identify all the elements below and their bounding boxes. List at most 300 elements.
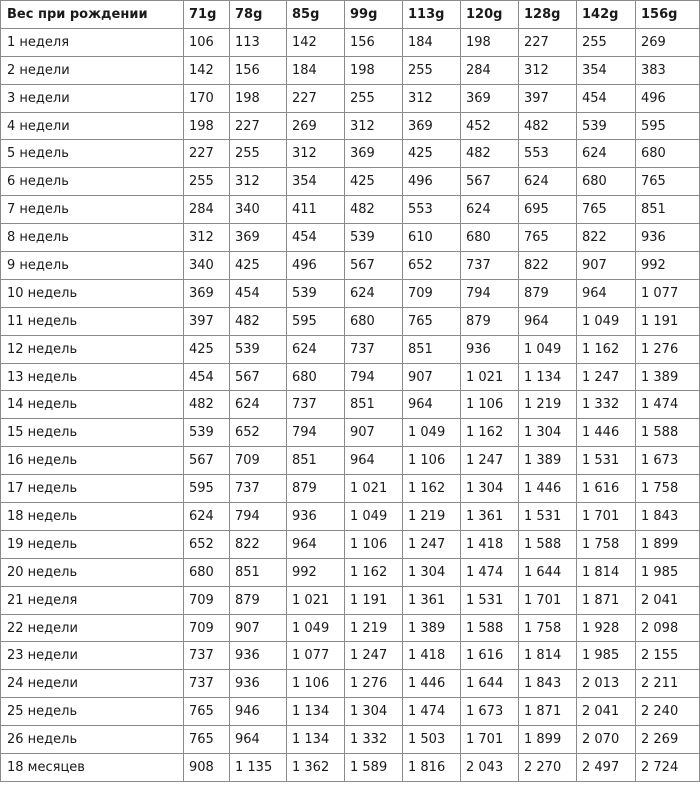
weight-cell: 1 049 <box>287 614 345 642</box>
column-header: 71g <box>184 1 230 29</box>
weight-cell: 1 332 <box>345 726 403 754</box>
weight-cell: 1 871 <box>519 698 577 726</box>
weight-cell: 1 049 <box>345 503 403 531</box>
table-row <box>1 140 700 168</box>
weight-cell: 482 <box>461 140 519 168</box>
weight-cell: 765 <box>403 307 461 335</box>
weight-cell: 1 106 <box>345 530 403 558</box>
weight-cell: 539 <box>230 335 287 363</box>
table-header <box>1 1 700 29</box>
age-label: 24 недели <box>1 670 184 698</box>
weight-cell: 907 <box>345 419 403 447</box>
age-label: 26 недель <box>1 726 184 754</box>
weight-cell: 992 <box>636 252 700 280</box>
table-row <box>1 698 700 726</box>
table-row <box>1 279 700 307</box>
weight-cell: 454 <box>287 224 345 252</box>
weight-cell: 312 <box>345 112 403 140</box>
weight-cell: 454 <box>230 279 287 307</box>
age-label: 7 недель <box>1 196 184 224</box>
weight-cell: 964 <box>230 726 287 754</box>
weight-cell: 553 <box>519 140 577 168</box>
weight-cell: 737 <box>287 391 345 419</box>
weight-cell: 765 <box>577 196 636 224</box>
weight-cell: 1 162 <box>461 419 519 447</box>
weight-cell: 1 644 <box>519 558 577 586</box>
weight-cell: 1 531 <box>461 586 519 614</box>
weight-cell: 1 474 <box>461 558 519 586</box>
weight-cell: 198 <box>230 84 287 112</box>
weight-cell: 595 <box>636 112 700 140</box>
weight-cell: 269 <box>287 112 345 140</box>
weight-cell: 652 <box>230 419 287 447</box>
weight-cell: 1 219 <box>519 391 577 419</box>
weight-cell: 496 <box>403 168 461 196</box>
weight-cell: 255 <box>577 28 636 56</box>
weight-cell: 369 <box>461 84 519 112</box>
weight-cell: 936 <box>230 642 287 670</box>
table-row <box>1 252 700 280</box>
age-label: 9 недель <box>1 252 184 280</box>
weight-cell: 2 724 <box>636 754 700 782</box>
column-header: 78g <box>230 1 287 29</box>
weight-cell: 452 <box>461 112 519 140</box>
weight-cell: 1 106 <box>403 447 461 475</box>
weight-cell: 2 497 <box>577 754 636 782</box>
weight-cell: 539 <box>287 279 345 307</box>
weight-cell: 907 <box>577 252 636 280</box>
table-row <box>1 307 700 335</box>
age-label: 21 неделя <box>1 586 184 614</box>
table-row <box>1 614 700 642</box>
age-label: 20 недель <box>1 558 184 586</box>
weight-cell: 1 219 <box>403 503 461 531</box>
weight-cell: 454 <box>184 363 230 391</box>
weight-cell: 737 <box>461 252 519 280</box>
weight-cell: 1 588 <box>519 530 577 558</box>
age-label: 5 недель <box>1 140 184 168</box>
table-row <box>1 475 700 503</box>
age-label: 19 недель <box>1 530 184 558</box>
weight-cell: 822 <box>577 224 636 252</box>
weight-cell: 1 106 <box>287 670 345 698</box>
weight-cell: 1 588 <box>636 419 700 447</box>
weight-cell: 2 070 <box>577 726 636 754</box>
weight-cell: 1 276 <box>636 335 700 363</box>
age-label: 6 недель <box>1 168 184 196</box>
weight-cell: 765 <box>184 726 230 754</box>
table-row <box>1 391 700 419</box>
table-row <box>1 558 700 586</box>
weight-cell: 964 <box>577 279 636 307</box>
age-label: 17 недель <box>1 475 184 503</box>
weight-cell: 312 <box>519 56 577 84</box>
weight-cell: 1 673 <box>636 447 700 475</box>
weight-cell: 2 041 <box>577 698 636 726</box>
weight-cell: 496 <box>636 84 700 112</box>
weight-cell: 794 <box>461 279 519 307</box>
weight-cell: 1 531 <box>577 447 636 475</box>
weight-cell: 369 <box>403 112 461 140</box>
weight-cell: 1 446 <box>519 475 577 503</box>
weight-cell: 482 <box>230 307 287 335</box>
age-label: 4 недели <box>1 112 184 140</box>
weight-cell: 680 <box>636 140 700 168</box>
weight-cell: 2 269 <box>636 726 700 754</box>
weight-cell: 312 <box>287 140 345 168</box>
table-row <box>1 530 700 558</box>
age-label: 16 недель <box>1 447 184 475</box>
weight-cell: 610 <box>403 224 461 252</box>
table-row <box>1 224 700 252</box>
table-row <box>1 642 700 670</box>
weight-cell: 1 134 <box>519 363 577 391</box>
weight-cell: 184 <box>403 28 461 56</box>
weight-cell: 1 219 <box>345 614 403 642</box>
weight-cell: 2 270 <box>519 754 577 782</box>
weight-cell: 567 <box>184 447 230 475</box>
weight-cell: 737 <box>345 335 403 363</box>
weight-cell: 142 <box>287 28 345 56</box>
weight-cell: 1 021 <box>345 475 403 503</box>
weight-cell: 255 <box>403 56 461 84</box>
weight-cell: 1 304 <box>461 475 519 503</box>
age-label: 10 недель <box>1 279 184 307</box>
weight-cell: 737 <box>184 642 230 670</box>
column-header: 85g <box>287 1 345 29</box>
weight-cell: 964 <box>287 530 345 558</box>
weight-cell: 411 <box>287 196 345 224</box>
age-label: 15 недель <box>1 419 184 447</box>
weight-cell: 1 191 <box>345 586 403 614</box>
weight-cell: 1 049 <box>577 307 636 335</box>
weight-cell: 936 <box>230 670 287 698</box>
weight-cell: 1 871 <box>577 586 636 614</box>
age-label: 18 месяцев <box>1 754 184 782</box>
age-label: 25 недель <box>1 698 184 726</box>
weight-cell: 369 <box>184 279 230 307</box>
weight-cell: 1 362 <box>287 754 345 782</box>
weight-cell: 1 985 <box>577 642 636 670</box>
column-header: 142g <box>577 1 636 29</box>
weight-cell: 269 <box>636 28 700 56</box>
table-row <box>1 419 700 447</box>
weight-cell: 851 <box>403 335 461 363</box>
weight-cell: 482 <box>519 112 577 140</box>
table-row <box>1 754 700 782</box>
weight-cell: 496 <box>287 252 345 280</box>
weight-cell: 709 <box>184 614 230 642</box>
weight-cell: 1 446 <box>403 670 461 698</box>
column-header: 156g <box>636 1 700 29</box>
weight-cell: 1 134 <box>287 726 345 754</box>
table-body <box>1 28 700 781</box>
weight-cell: 454 <box>577 84 636 112</box>
weight-cell: 383 <box>636 56 700 84</box>
weight-cell: 964 <box>519 307 577 335</box>
weight-cell: 2 041 <box>636 586 700 614</box>
weight-cell: 1 247 <box>577 363 636 391</box>
weight-cell: 1 304 <box>403 558 461 586</box>
weight-cell: 1 644 <box>461 670 519 698</box>
table-row <box>1 335 700 363</box>
weight-cell: 1 843 <box>636 503 700 531</box>
weight-cell: 539 <box>577 112 636 140</box>
weight-cell: 1 588 <box>461 614 519 642</box>
weight-cell: 1 191 <box>636 307 700 335</box>
weight-cell: 964 <box>403 391 461 419</box>
weight-cell: 709 <box>230 447 287 475</box>
weight-cell: 908 <box>184 754 230 782</box>
weight-cell: 2 013 <box>577 670 636 698</box>
weight-cell: 1 446 <box>577 419 636 447</box>
weight-cell: 680 <box>345 307 403 335</box>
weight-cell: 1 247 <box>345 642 403 670</box>
weight-cell: 851 <box>636 196 700 224</box>
table-row <box>1 56 700 84</box>
weight-cell: 340 <box>230 196 287 224</box>
weight-cell: 2 098 <box>636 614 700 642</box>
weight-cell: 106 <box>184 28 230 56</box>
weight-cell: 624 <box>461 196 519 224</box>
weight-cell: 255 <box>184 168 230 196</box>
weight-cell: 765 <box>519 224 577 252</box>
weight-cell: 1 899 <box>636 530 700 558</box>
weight-cell: 1 049 <box>519 335 577 363</box>
weight-cell: 1 135 <box>230 754 287 782</box>
weight-cell: 680 <box>184 558 230 586</box>
table-row <box>1 28 700 56</box>
weight-cell: 354 <box>577 56 636 84</box>
weight-cell: 1 332 <box>577 391 636 419</box>
weight-cell: 1 758 <box>577 530 636 558</box>
age-label: 1 неделя <box>1 28 184 56</box>
weight-cell: 936 <box>636 224 700 252</box>
weight-cell: 312 <box>403 84 461 112</box>
weight-cell: 946 <box>230 698 287 726</box>
weight-cell: 879 <box>230 586 287 614</box>
table-row <box>1 112 700 140</box>
weight-cell: 1 304 <box>345 698 403 726</box>
weight-cell: 1 928 <box>577 614 636 642</box>
weight-cell: 1 843 <box>519 670 577 698</box>
weight-cell: 2 240 <box>636 698 700 726</box>
table-row <box>1 363 700 391</box>
weight-cell: 765 <box>636 168 700 196</box>
table-row <box>1 84 700 112</box>
table-row <box>1 503 700 531</box>
weight-cell: 425 <box>345 168 403 196</box>
weight-cell: 1 531 <box>519 503 577 531</box>
weight-cell: 227 <box>287 84 345 112</box>
weight-cell: 794 <box>287 419 345 447</box>
weight-cell: 1 474 <box>636 391 700 419</box>
weight-cell: 709 <box>184 586 230 614</box>
weight-cell: 652 <box>184 530 230 558</box>
weight-cell: 2 155 <box>636 642 700 670</box>
weight-cell: 765 <box>184 698 230 726</box>
weight-cell: 340 <box>184 252 230 280</box>
table-row <box>1 726 700 754</box>
weight-cell: 794 <box>230 503 287 531</box>
table-row <box>1 670 700 698</box>
weight-cell: 1 701 <box>461 726 519 754</box>
weight-cell: 369 <box>345 140 403 168</box>
table-row <box>1 586 700 614</box>
weight-cell: 1 701 <box>577 503 636 531</box>
weight-cell: 482 <box>345 196 403 224</box>
weight-cell: 227 <box>519 28 577 56</box>
weight-cell: 2 211 <box>636 670 700 698</box>
weight-cell: 737 <box>184 670 230 698</box>
header-row <box>1 1 700 29</box>
weight-cell: 170 <box>184 84 230 112</box>
age-label: 2 недели <box>1 56 184 84</box>
weight-cell: 1 077 <box>287 642 345 670</box>
weight-cell: 1 758 <box>519 614 577 642</box>
weight-cell: 907 <box>230 614 287 642</box>
weight-cell: 680 <box>287 363 345 391</box>
weight-cell: 227 <box>184 140 230 168</box>
weight-cell: 1 758 <box>636 475 700 503</box>
weight-cell: 425 <box>230 252 287 280</box>
weight-cell: 397 <box>519 84 577 112</box>
weight-cell: 624 <box>287 335 345 363</box>
weight-cell: 652 <box>403 252 461 280</box>
age-label: 22 недели <box>1 614 184 642</box>
weight-cell: 680 <box>577 168 636 196</box>
birth-weight-header: Вес при рождении <box>1 1 184 29</box>
weight-cell: 1 021 <box>461 363 519 391</box>
weight-cell: 2 043 <box>461 754 519 782</box>
weight-cell: 879 <box>461 307 519 335</box>
weight-cell: 425 <box>403 140 461 168</box>
weight-cell: 624 <box>184 503 230 531</box>
weight-cell: 1 247 <box>461 447 519 475</box>
weight-cell: 1 276 <box>345 670 403 698</box>
weight-cell: 184 <box>287 56 345 84</box>
weight-cell: 284 <box>461 56 519 84</box>
weight-cell: 156 <box>345 28 403 56</box>
weight-cell: 1 389 <box>636 363 700 391</box>
weight-cell: 936 <box>461 335 519 363</box>
weight-cell: 964 <box>345 447 403 475</box>
weight-cell: 822 <box>230 530 287 558</box>
weight-cell: 255 <box>230 140 287 168</box>
weight-cell: 539 <box>345 224 403 252</box>
weight-cell: 1 077 <box>636 279 700 307</box>
weight-cell: 1 162 <box>577 335 636 363</box>
weight-cell: 1 503 <box>403 726 461 754</box>
weight-cell: 1 106 <box>461 391 519 419</box>
age-label: 8 недель <box>1 224 184 252</box>
weight-cell: 851 <box>230 558 287 586</box>
weight-cell: 284 <box>184 196 230 224</box>
weight-cell: 1 814 <box>577 558 636 586</box>
table-row <box>1 447 700 475</box>
weight-cell: 695 <box>519 196 577 224</box>
age-label: 3 недели <box>1 84 184 112</box>
weight-cell: 1 985 <box>636 558 700 586</box>
column-header: 99g <box>345 1 403 29</box>
weight-cell: 624 <box>519 168 577 196</box>
table-row <box>1 196 700 224</box>
weight-cell: 1 361 <box>461 503 519 531</box>
weight-cell: 624 <box>230 391 287 419</box>
weight-cell: 113 <box>230 28 287 56</box>
weight-cell: 1 418 <box>461 530 519 558</box>
weight-cell: 936 <box>287 503 345 531</box>
weight-cell: 1 247 <box>403 530 461 558</box>
weight-cell: 539 <box>184 419 230 447</box>
age-label: 11 недель <box>1 307 184 335</box>
weight-cell: 680 <box>461 224 519 252</box>
weight-cell: 1 134 <box>287 698 345 726</box>
weight-cell: 907 <box>403 363 461 391</box>
weight-cell: 595 <box>287 307 345 335</box>
age-label: 18 недель <box>1 503 184 531</box>
weight-cell: 142 <box>184 56 230 84</box>
weight-cell: 1 389 <box>403 614 461 642</box>
weight-cell: 851 <box>345 391 403 419</box>
weight-cell: 1 389 <box>519 447 577 475</box>
weight-cell: 567 <box>461 168 519 196</box>
weight-cell: 1 899 <box>519 726 577 754</box>
weight-cell: 1 049 <box>403 419 461 447</box>
weight-cell: 1 616 <box>577 475 636 503</box>
weight-cell: 794 <box>345 363 403 391</box>
weight-cell: 567 <box>230 363 287 391</box>
age-label: 13 недель <box>1 363 184 391</box>
weight-cell: 1 474 <box>403 698 461 726</box>
weight-cell: 553 <box>403 196 461 224</box>
weight-cell: 822 <box>519 252 577 280</box>
weight-cell: 1 418 <box>403 642 461 670</box>
weight-cell: 1 589 <box>345 754 403 782</box>
weight-cell: 198 <box>345 56 403 84</box>
weight-cell: 1 162 <box>403 475 461 503</box>
weight-cell: 1 162 <box>345 558 403 586</box>
weight-cell: 312 <box>184 224 230 252</box>
weight-cell: 354 <box>287 168 345 196</box>
weight-cell: 156 <box>230 56 287 84</box>
weight-cell: 425 <box>184 335 230 363</box>
weight-cell: 397 <box>184 307 230 335</box>
weight-cell: 1 304 <box>519 419 577 447</box>
weight-cell: 1 021 <box>287 586 345 614</box>
column-header: 113g <box>403 1 461 29</box>
weight-cell: 992 <box>287 558 345 586</box>
column-header: 120g <box>461 1 519 29</box>
weight-cell: 624 <box>577 140 636 168</box>
weight-cell: 312 <box>230 168 287 196</box>
column-header: 128g <box>519 1 577 29</box>
weight-cell: 1 814 <box>519 642 577 670</box>
weight-cell: 1 816 <box>403 754 461 782</box>
age-label: 14 недель <box>1 391 184 419</box>
table-row <box>1 168 700 196</box>
weight-cell: 255 <box>345 84 403 112</box>
weight-cell: 737 <box>230 475 287 503</box>
weight-cell: 624 <box>345 279 403 307</box>
weight-cell: 198 <box>461 28 519 56</box>
weight-cell: 879 <box>287 475 345 503</box>
age-label: 12 недель <box>1 335 184 363</box>
weight-cell: 227 <box>230 112 287 140</box>
weight-cell: 1 673 <box>461 698 519 726</box>
weight-cell: 198 <box>184 112 230 140</box>
weight-cell: 709 <box>403 279 461 307</box>
